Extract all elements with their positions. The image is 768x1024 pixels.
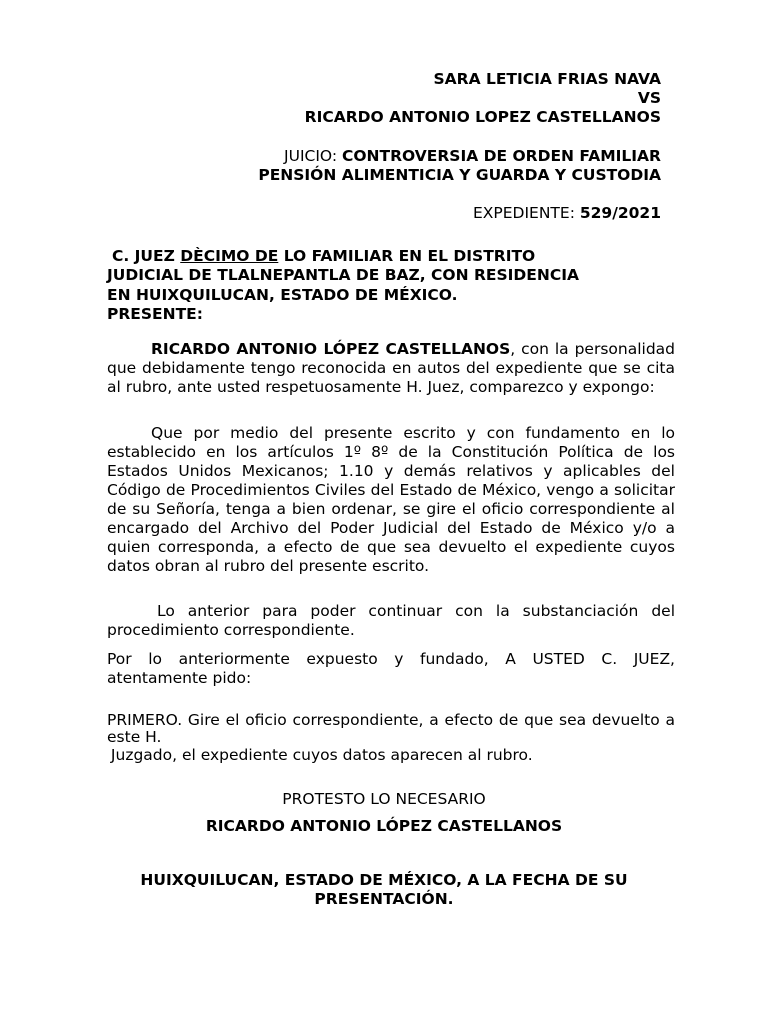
paragraph-purpose	[107, 602, 675, 640]
intro-text: , con la personalidad que debidamente tengo reconocida en autos del expediente que se cita al rubro, ante usted respetuosamente H. Juez, comparezco y expongo:	[107, 340, 675, 396]
juicio-value: CONTROVERSIA DE ORDEN FAMILIAR	[342, 147, 661, 165]
petitioner-name: RICARDO ANTONIO LÓPEZ CASTELLANOS	[151, 340, 511, 358]
expediente-number: 529/2021	[579, 204, 661, 222]
expediente-label: EXPEDIENTE:	[472, 204, 580, 222]
versus-label: VS	[637, 89, 661, 107]
party-plaintiff: SARA LETICIA FRIAS NAVA	[433, 70, 661, 88]
juicio-line-2: PENSIÓN ALIMENTICIA Y GUARDA Y CUSTODIA	[258, 166, 661, 184]
expediente-line	[473, 204, 661, 222]
purpose-text: Lo anterior para poder continuar con la substanciación del procedimiento correspondiente.	[107, 602, 675, 639]
addressee-line-3: EN HUIXQUILUCAN, ESTADO DE MÉXICO.	[107, 286, 458, 304]
place-date-line-1: HUIXQUILUCAN, ESTADO DE MÉXICO, A LA FECHA DE SU	[140, 871, 628, 889]
juicio-label: JUICIO:	[284, 147, 342, 165]
party-defendant: RICARDO ANTONIO LOPEZ CASTELLANOS	[304, 108, 661, 126]
paragraph-request	[107, 424, 675, 576]
paragraph-petition: Por lo anteriormente expuesto y fundado, A USTED C. JUEZ, atentamente pido:	[107, 650, 675, 687]
paragraph-primero: PRIMERO. Gire el oficio correspondiente, a efecto de que sea devuelto a este H.	[107, 711, 675, 746]
paragraph-primero-cont: Juzgado, el expediente cuyos datos aparecen al rubro.	[106, 746, 533, 764]
paragraph-intro	[107, 340, 675, 397]
signature-name: RICARDO ANTONIO LÓPEZ CASTELLANOS	[205, 817, 563, 835]
addressee-line-2: JUDICIAL DE TLALNEPANTLA DE BAZ, CON RESIDENCIA	[107, 266, 580, 284]
juicio-line	[284, 147, 661, 165]
addressee-line-1	[112, 247, 535, 265]
addressee-present: PRESENTE:	[107, 305, 203, 323]
addressee-court-number: DÈCIMO DE	[180, 247, 279, 265]
request-text: Que por medio del presente escrito y con fundamento en lo establecido en los artículos 1º 8º de la Constitución Política de los Estados Unidos Mexicanos; 1.10 y demás relativos y aplicables del Código de Procedimientos Civiles del Estado de México, vengo a solicitar de su Señoría, tenga a bien ordenar, se gire el oficio correspondiente al encargado del Archivo del Poder Judicial del Estado de México y/o a quien corresponda, a efecto de que sea devuelto el expediente cuyos datos obran al rubro del presente escrito.	[107, 424, 675, 575]
addressee-prefix: C. JUEZ	[112, 247, 181, 265]
protesto-label: PROTESTO LO NECESARIO	[282, 790, 486, 808]
place-date-line-2: PRESENTACIÓN.	[314, 890, 454, 908]
addressee-suffix: LO FAMILIAR EN EL DISTRITO	[278, 247, 536, 265]
